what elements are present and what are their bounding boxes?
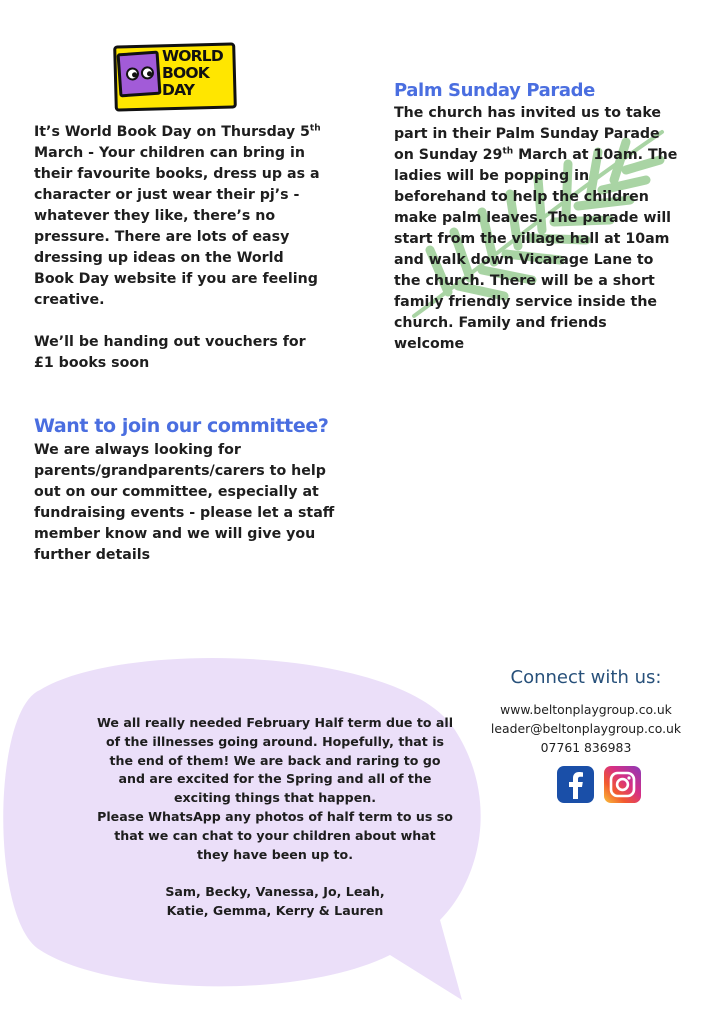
wbd-line-2: March - Your children can bring in [34, 145, 305, 161]
wbd-line-5: whatever they like, there’s no [34, 208, 276, 224]
bubble-line-8: they have been up to. [197, 846, 353, 862]
signoff-line-1: Sam, Becky, Vanessa, Jo, Leah, [165, 884, 385, 900]
committee-title: Want to join our committee? [34, 415, 329, 437]
logo-line-3: DAY [162, 81, 195, 99]
palm-line-9: the church. There will be a short [394, 273, 655, 289]
email-link[interactable]: leader@beltonplaygroup.co.uk [490, 721, 682, 736]
wbd-line-3: their favourite books, dress up as a [34, 166, 320, 182]
logo-line-1: WORLD [162, 47, 223, 65]
wbd-line-8: Book Day website if you are feeling [34, 271, 318, 287]
vouchers-line-2: £1 books soon [34, 355, 150, 371]
palm-line-6: make palm leaves. The parade will [394, 210, 672, 226]
committee-line-5: member know and we will give you [34, 526, 316, 542]
bubble-line-2: of the illnesses going around. Hopefully, that is [105, 733, 445, 749]
logo-eye-right [141, 66, 155, 80]
vouchers-line-1: We’ll be handing out vouchers for [34, 334, 306, 350]
world-book-day-paragraph [34, 122, 321, 374]
logo-book-character-icon [117, 51, 162, 98]
bubble-line-6: Please WhatsApp any photos of half term to us so [97, 808, 453, 824]
committee-paragraph [34, 440, 334, 566]
wbd-line-9: creative. [34, 292, 105, 308]
committee-line-4: fundraising events - please let a staff [34, 505, 335, 521]
committee-line-3: out on our committee, especially at [34, 484, 319, 500]
palm-line-8: and walk down Vicarage Lane to [394, 252, 654, 268]
contact-details [486, 700, 686, 757]
palm-sunday-title: Palm Sunday Parade [394, 80, 595, 101]
palm-line-3: on Sunday 29th March at 10am. The [394, 146, 678, 163]
palm-line-2: part in their Palm Sunday Parade [394, 126, 660, 142]
website-link[interactable]: www.beltonplaygroup.co.uk [500, 702, 672, 717]
wbd-line-7: dressing up ideas on the World [34, 250, 284, 266]
palm-line-1: The church has invited us to take [394, 105, 662, 121]
committee-line-6: further details [34, 547, 151, 563]
logo-text [162, 48, 236, 99]
connect-title: Connect with us: [510, 667, 662, 688]
bubble-line-7: that we can chat to your children about what [114, 827, 436, 843]
wbd-line-4: character or just wear their pj’s - [34, 187, 300, 203]
palm-line-11: church. Family and friends [394, 315, 607, 331]
committee-line-2: parents/grandparents/carers to help [34, 463, 326, 479]
bubble-line-4: and are excited for the Spring and all of the [118, 771, 432, 787]
bubble-line-5: exciting things that happen. [174, 790, 376, 806]
facebook-icon[interactable] [557, 766, 594, 803]
wbd-line-1: It’s World Book Day on Thursday 5th [34, 123, 321, 140]
world-book-day-logo [114, 44, 236, 112]
palm-line-10: family friendly service inside the [394, 294, 658, 310]
bubble-message [96, 714, 454, 921]
wbd-line-6: pressure. There are lots of easy [34, 229, 290, 245]
palm-sunday-paragraph [394, 103, 677, 355]
logo-line-2: BOOK [162, 64, 209, 82]
phone-number: 07761 836983 [540, 740, 632, 755]
palm-line-4: ladies will be popping in [394, 168, 590, 184]
bubble-line-3: the end of them! We are back and raring to go [109, 752, 441, 768]
instagram-icon[interactable] [604, 766, 641, 803]
logo-eye-left [126, 67, 140, 81]
palm-line-12: welcome [394, 336, 465, 352]
palm-line-7: start from the village hall at 10am [394, 231, 670, 247]
bubble-line-1: We all really needed February Half term due to all [96, 715, 454, 730]
palm-line-5: beforehand to help the children [394, 189, 649, 205]
committee-line-1: We are always looking for [34, 442, 241, 458]
palm-date-suffix: th [502, 146, 514, 157]
signoff-line-2: Katie, Gemma, Kerry & Lauren [166, 902, 384, 918]
wbd-date-suffix: th [309, 123, 321, 134]
